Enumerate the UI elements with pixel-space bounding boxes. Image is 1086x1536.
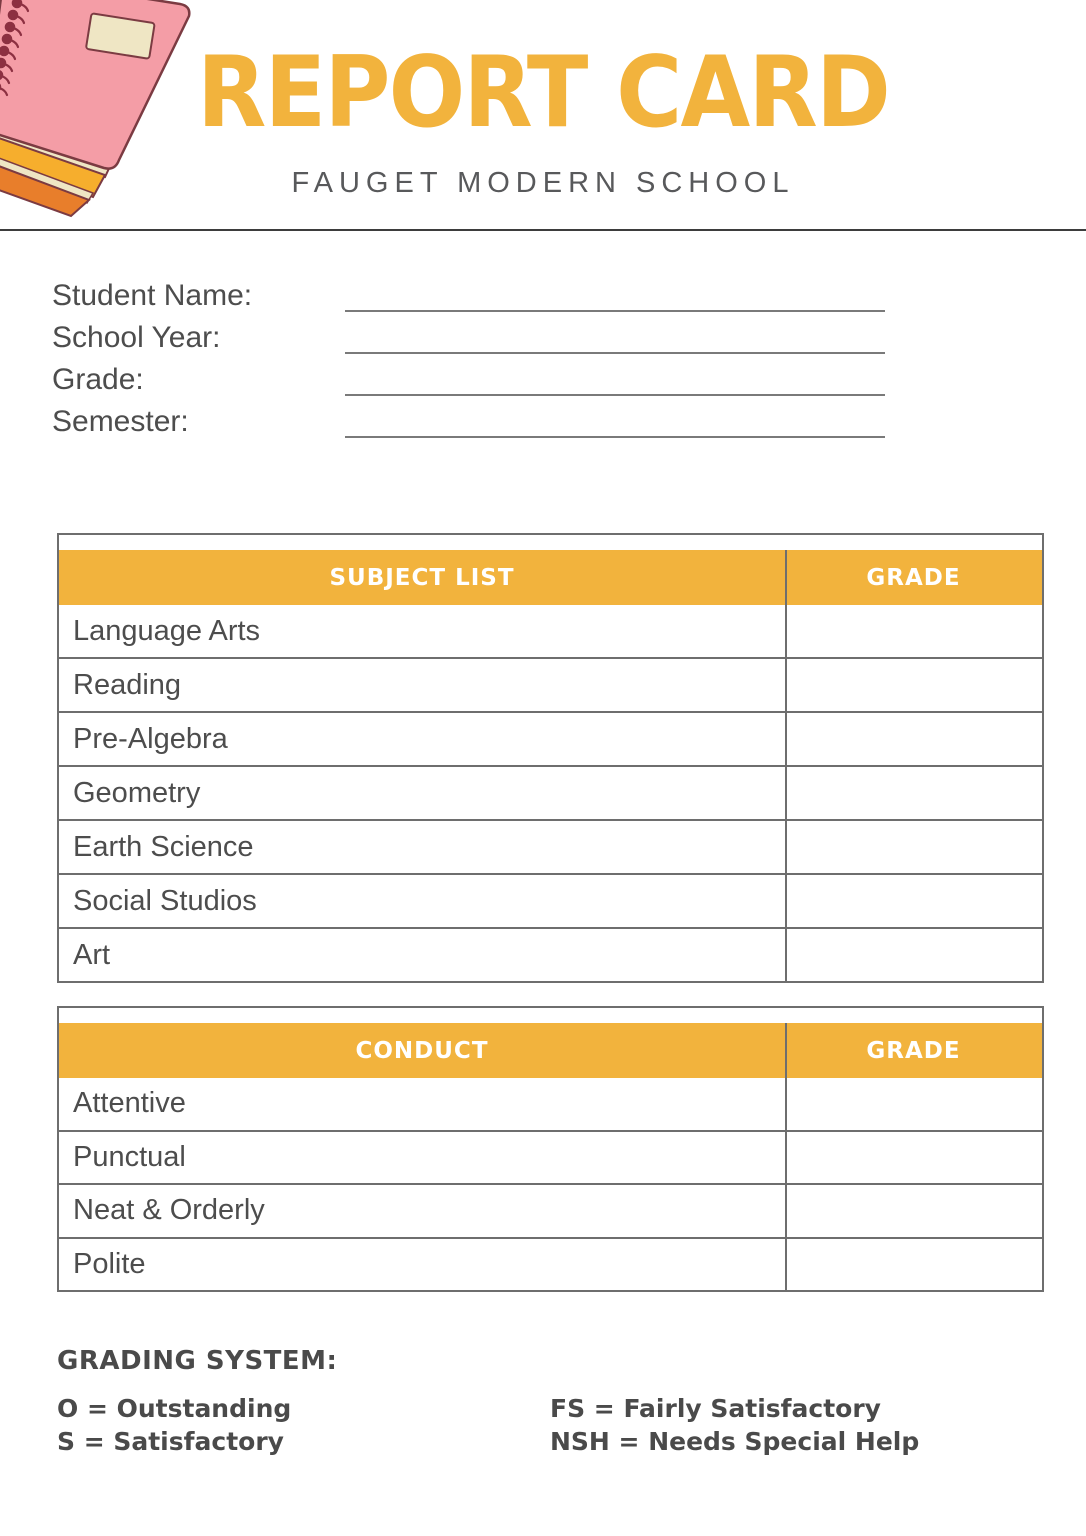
grade-label: Grade:	[52, 363, 144, 396]
table-row	[59, 1239, 1042, 1293]
school-year-line[interactable]	[345, 352, 885, 354]
subjects-table	[57, 533, 1044, 983]
table-row	[59, 875, 1042, 929]
header-divider	[0, 229, 1086, 231]
grading-item-outstanding: O = Outstanding	[57, 1394, 292, 1423]
grade-cell[interactable]	[785, 605, 1042, 657]
grade-column-header: GRADE	[866, 1037, 961, 1064]
subject-label: Art	[73, 938, 111, 971]
conduct-column-header: CONDUCT	[355, 1037, 489, 1064]
grading-item-satisfactory: S = Satisfactory	[57, 1427, 284, 1456]
conduct-label: Neat & Orderly	[73, 1194, 265, 1227]
table-row	[59, 659, 1042, 713]
conduct-label: Punctual	[73, 1140, 186, 1173]
subject-label: Social Studios	[73, 884, 257, 917]
subjects-table-header	[59, 550, 1042, 605]
subject-label: Reading	[73, 668, 182, 701]
grade-cell[interactable]	[785, 821, 1042, 873]
grade-cell[interactable]	[785, 1239, 1042, 1291]
grade-line[interactable]	[345, 394, 885, 396]
conduct-table	[57, 1006, 1044, 1292]
conduct-label: Polite	[73, 1247, 146, 1280]
school-year-label: School Year:	[52, 321, 221, 354]
grade-cell[interactable]	[785, 1185, 1042, 1237]
semester-line[interactable]	[345, 436, 885, 438]
grading-item-fairly-satisfactory: FS = Fairly Satisfactory	[550, 1394, 881, 1423]
grade-cell[interactable]	[785, 767, 1042, 819]
table-row	[59, 1078, 1042, 1132]
table-row	[59, 605, 1042, 659]
grade-cell[interactable]	[785, 659, 1042, 711]
table-row	[59, 821, 1042, 875]
student-name-line[interactable]	[345, 310, 885, 312]
grade-column-divider	[785, 1023, 787, 1292]
school-name: FAUGET MODERN SCHOOL	[291, 167, 795, 199]
conduct-table-header	[59, 1023, 1042, 1078]
table-row	[59, 1185, 1042, 1239]
page-title: REPORT CARD	[197, 36, 889, 150]
conduct-label: Attentive	[73, 1087, 186, 1120]
subject-label: Geometry	[73, 776, 201, 809]
grade-cell[interactable]	[785, 713, 1042, 765]
subject-label: Language Arts	[73, 614, 261, 647]
semester-label: Semester:	[52, 405, 189, 438]
grade-cell[interactable]	[785, 929, 1042, 981]
subject-list-column-header: SUBJECT LIST	[329, 564, 515, 591]
student-name-label: Student Name:	[52, 279, 253, 312]
subject-label: Pre-Algebra	[73, 722, 228, 755]
table-row	[59, 1132, 1042, 1186]
grade-column-divider	[785, 550, 787, 983]
subject-label: Earth Science	[73, 830, 254, 863]
table-row	[59, 713, 1042, 767]
grade-cell[interactable]	[785, 1078, 1042, 1130]
grade-cell[interactable]	[785, 875, 1042, 927]
table-row	[59, 929, 1042, 983]
grade-cell[interactable]	[785, 1132, 1042, 1184]
grading-item-needs-special-help: NSH = Needs Special Help	[550, 1427, 920, 1456]
grade-column-header: GRADE	[866, 564, 961, 591]
table-row	[59, 767, 1042, 821]
grading-system-heading: GRADING SYSTEM:	[57, 1346, 338, 1376]
